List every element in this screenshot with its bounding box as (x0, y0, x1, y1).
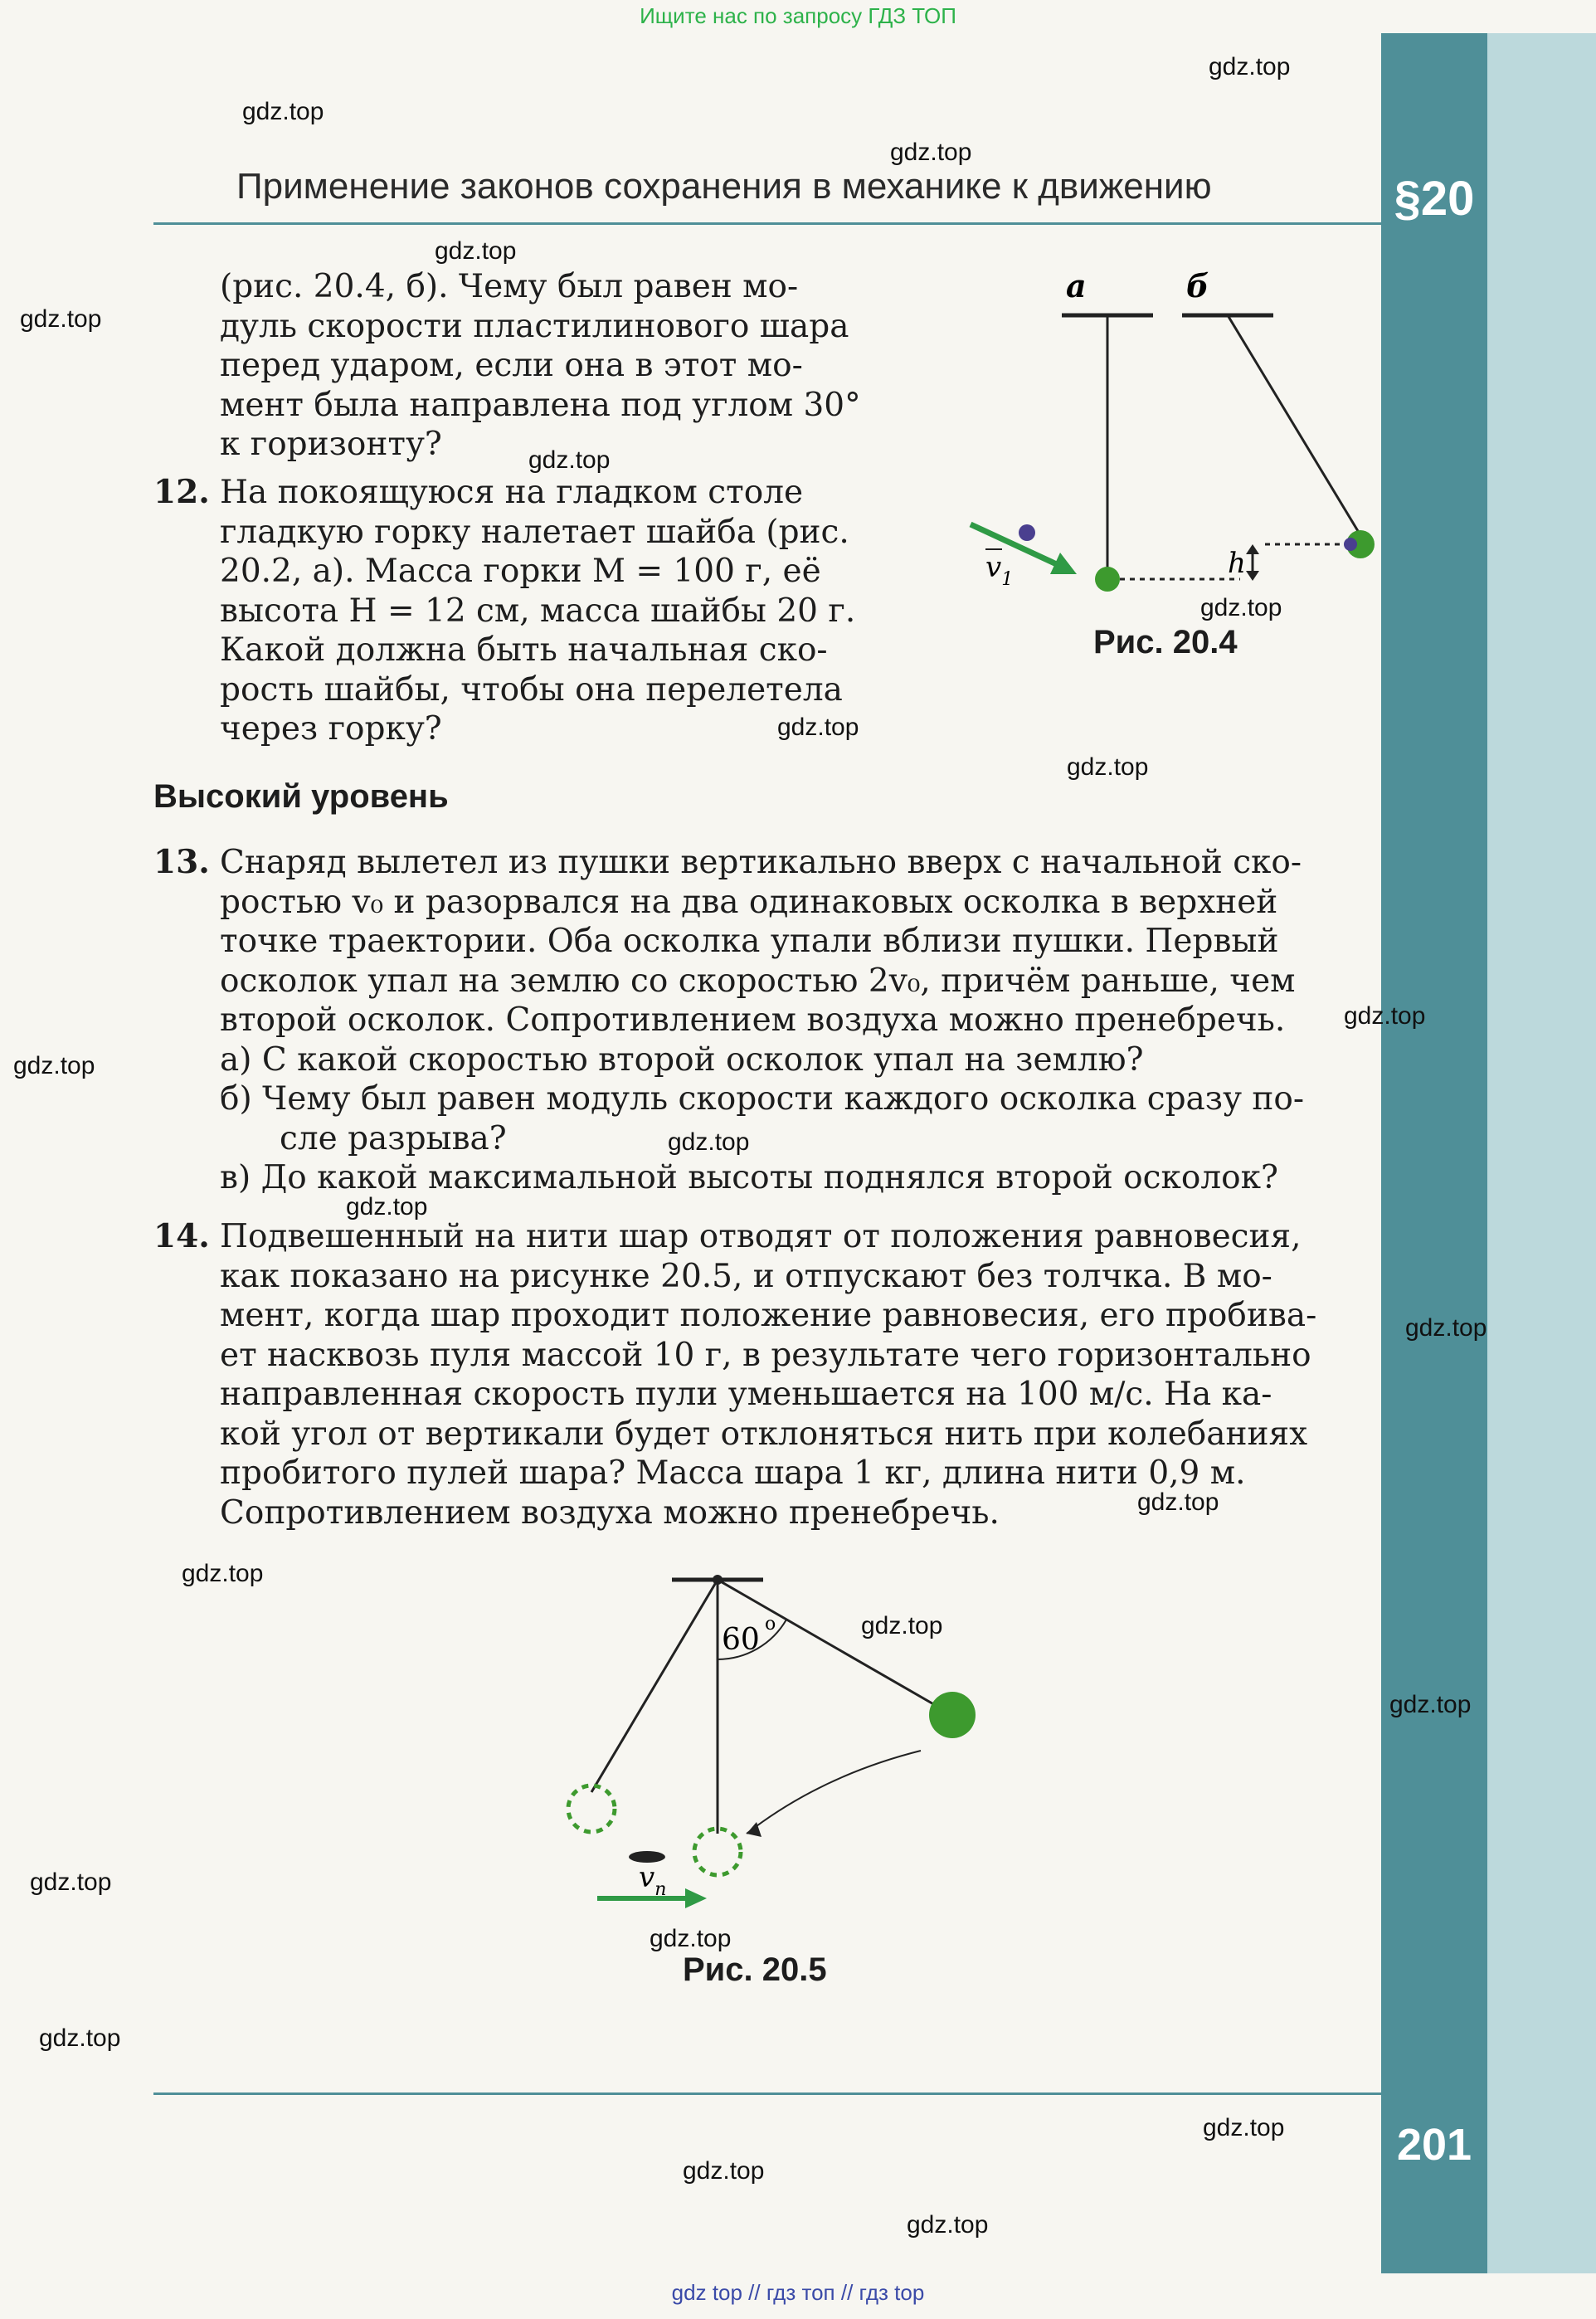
vp-label: $v_п$ (639, 1861, 667, 1900)
level-heading: Высокий уровень (153, 778, 449, 815)
watermark[interactable]: gdz.top (1405, 1314, 1487, 1342)
watermark[interactable]: gdz.top (528, 446, 611, 474)
text-line: как показано на рисунке 20.5, и отпускают без толчка. В мо- (220, 1257, 1272, 1295)
text-line: 20.2, а). Масса горки M = 100 г, её (220, 553, 821, 590)
puck-stuck (1344, 538, 1357, 551)
angle-degree: o (765, 1614, 776, 1635)
watermark[interactable]: gdz.top (650, 1925, 732, 1952)
watermark[interactable]: gdz.top (1203, 2114, 1285, 2141)
watermark[interactable]: gdz.top (1067, 753, 1149, 781)
velocity-arrow (971, 524, 1060, 566)
h-arrow-head-up (1246, 544, 1259, 554)
header-rule (153, 222, 1381, 225)
watermark[interactable]: gdz.top (907, 2211, 989, 2239)
watermark[interactable]: gdz.top (1209, 53, 1291, 80)
text-line: через горку? (220, 710, 442, 748)
watermark[interactable]: gdz.top (683, 2157, 765, 2185)
problem-11-continuation (220, 267, 912, 465)
text-line: На покоящуюся на гладком столе (220, 474, 804, 511)
text-line: направленная скорость пули уменьшается на 100 м/с. На ка- (220, 1376, 1272, 1413)
figure-20-4 (954, 266, 1394, 655)
bottom-banner[interactable]: gdz top // гдз топ // гдз top (671, 2280, 925, 2305)
right-margin-strip-light (1487, 33, 1596, 2273)
text-line: второй осколок. Сопротивлением воздуха можно пренебречь. (220, 1001, 1286, 1039)
text-line: ет насквозь пуля массой 10 г, в результате чего горизонтально (220, 1336, 1311, 1374)
text-line: (рис. 20.4, б). Чему был равен мо- (220, 268, 799, 305)
text-line: рость шайбы, чтобы она перелетела (220, 670, 843, 709)
text-line: Снаряд вылетел из пушки вертикально вверх с начальной ско- (220, 844, 1302, 881)
bullet-velocity-arrow-head (685, 1888, 707, 1908)
watermark[interactable]: gdz.top (861, 1612, 943, 1639)
watermark[interactable]: gdz.top (13, 1052, 95, 1079)
h-arrow-head-down (1246, 571, 1259, 581)
problem-12-number: 12. (153, 473, 210, 511)
watermark[interactable]: gdz.top (242, 98, 324, 125)
watermark[interactable]: gdz.top (20, 305, 102, 333)
text-line: пробитого пулей шара? Масса шара 1 кг, длина нити 0,9 м. (220, 1454, 1246, 1492)
watermark[interactable]: gdz.top (890, 139, 972, 166)
watermark[interactable]: gdz.top (668, 1128, 750, 1156)
text-line: Сопротивлением воздуха можно пренебречь. (220, 1493, 1000, 1532)
puck (1019, 524, 1035, 541)
right-margin-strip (1381, 33, 1487, 2273)
question-item-continuation: сле разрыва? (280, 1119, 507, 1157)
page-header-title: Применение законов сохранения в механике к движению (236, 166, 1212, 207)
problem-12-text (220, 473, 912, 749)
text-line: мент была направлена под углом 30° (220, 386, 861, 424)
figure-20-5-caption: Рис. 20.5 (683, 1951, 827, 1988)
watermark[interactable]: gdz.top (1389, 1691, 1472, 1718)
problem-14-text (220, 1217, 1391, 1532)
watermark[interactable]: gdz.top (30, 1868, 112, 1896)
thread-b (1228, 315, 1360, 535)
text-line: ростью v₀ и разорвался на два одинаковых осколка в верхней (220, 883, 1278, 921)
problem-14-number: 14. (153, 1217, 210, 1255)
text-line: дуль скорости пластилинового шара (220, 307, 849, 345)
angle-label: 60 (722, 1623, 760, 1657)
watermark[interactable]: gdz.top (1200, 594, 1282, 621)
trajectory-arrow (747, 1751, 921, 1834)
top-banner[interactable]: Ищите нас по запросу ГДЗ ТОП (640, 3, 956, 28)
watermark[interactable]: gdz.top (1344, 1002, 1426, 1030)
watermark[interactable]: gdz.top (39, 2024, 121, 2052)
text-line: гладкую горку налетает шайба (рис. (220, 513, 849, 551)
question-item: в) До какой максимальной высоты поднялся второй осколок? (220, 1159, 1278, 1196)
ball-outline-equilibrium (694, 1829, 741, 1875)
v1-label: $v_1$ (985, 551, 1014, 590)
text-line: высота H = 12 см, масса шайбы 20 г. (220, 592, 856, 630)
fig-20-4-label-a: а (1066, 267, 1087, 304)
footer-rule (153, 2092, 1381, 2095)
watermark[interactable]: gdz.top (435, 237, 517, 265)
watermark[interactable]: gdz.top (1137, 1488, 1219, 1516)
section-number: §20 (1394, 172, 1475, 226)
text-line: перед ударом, если она в этот мо- (220, 347, 803, 384)
figure-20-4-caption: Рис. 20.4 (1093, 624, 1238, 660)
text-line: точке траектории. Оба осколка упали вблизи пушки. Первый (220, 923, 1279, 960)
fig-20-4-label-b: б (1186, 267, 1209, 304)
problem-13-number: 13. (153, 843, 210, 881)
text-line: Подвешенный на нити шар отводят от положения равновесия, (220, 1218, 1302, 1255)
problem-13-text (220, 843, 1391, 1198)
text-line: к горизонту? (220, 426, 442, 463)
h-label: h (1228, 547, 1246, 580)
other-thread (591, 1580, 718, 1792)
text-line: мент, когда шар проходит положение равновесия, его пробива- (220, 1297, 1317, 1334)
ball-a (1095, 567, 1120, 592)
question-item: б) Чему был равен модуль скорости каждого осколка сразу по- (220, 1080, 1305, 1118)
text-line: осколок упал на землю со скоростью 2v₀, причём раньше, чем (220, 962, 1296, 1000)
watermark[interactable]: gdz.top (346, 1193, 428, 1220)
watermark[interactable]: gdz.top (777, 714, 859, 741)
text-line: кой угол от вертикали будет отклоняться нить при колебаниях (220, 1415, 1308, 1453)
page-number: 201 (1396, 2120, 1472, 2170)
text-line: Какой должна быть начальная ско- (220, 631, 828, 669)
watermark[interactable]: gdz.top (182, 1560, 264, 1587)
ball-deflected (929, 1692, 976, 1738)
question-item: а) С какой скоростью второй осколок упал на землю? (220, 1040, 1144, 1079)
ball-outline-left (568, 1786, 615, 1832)
